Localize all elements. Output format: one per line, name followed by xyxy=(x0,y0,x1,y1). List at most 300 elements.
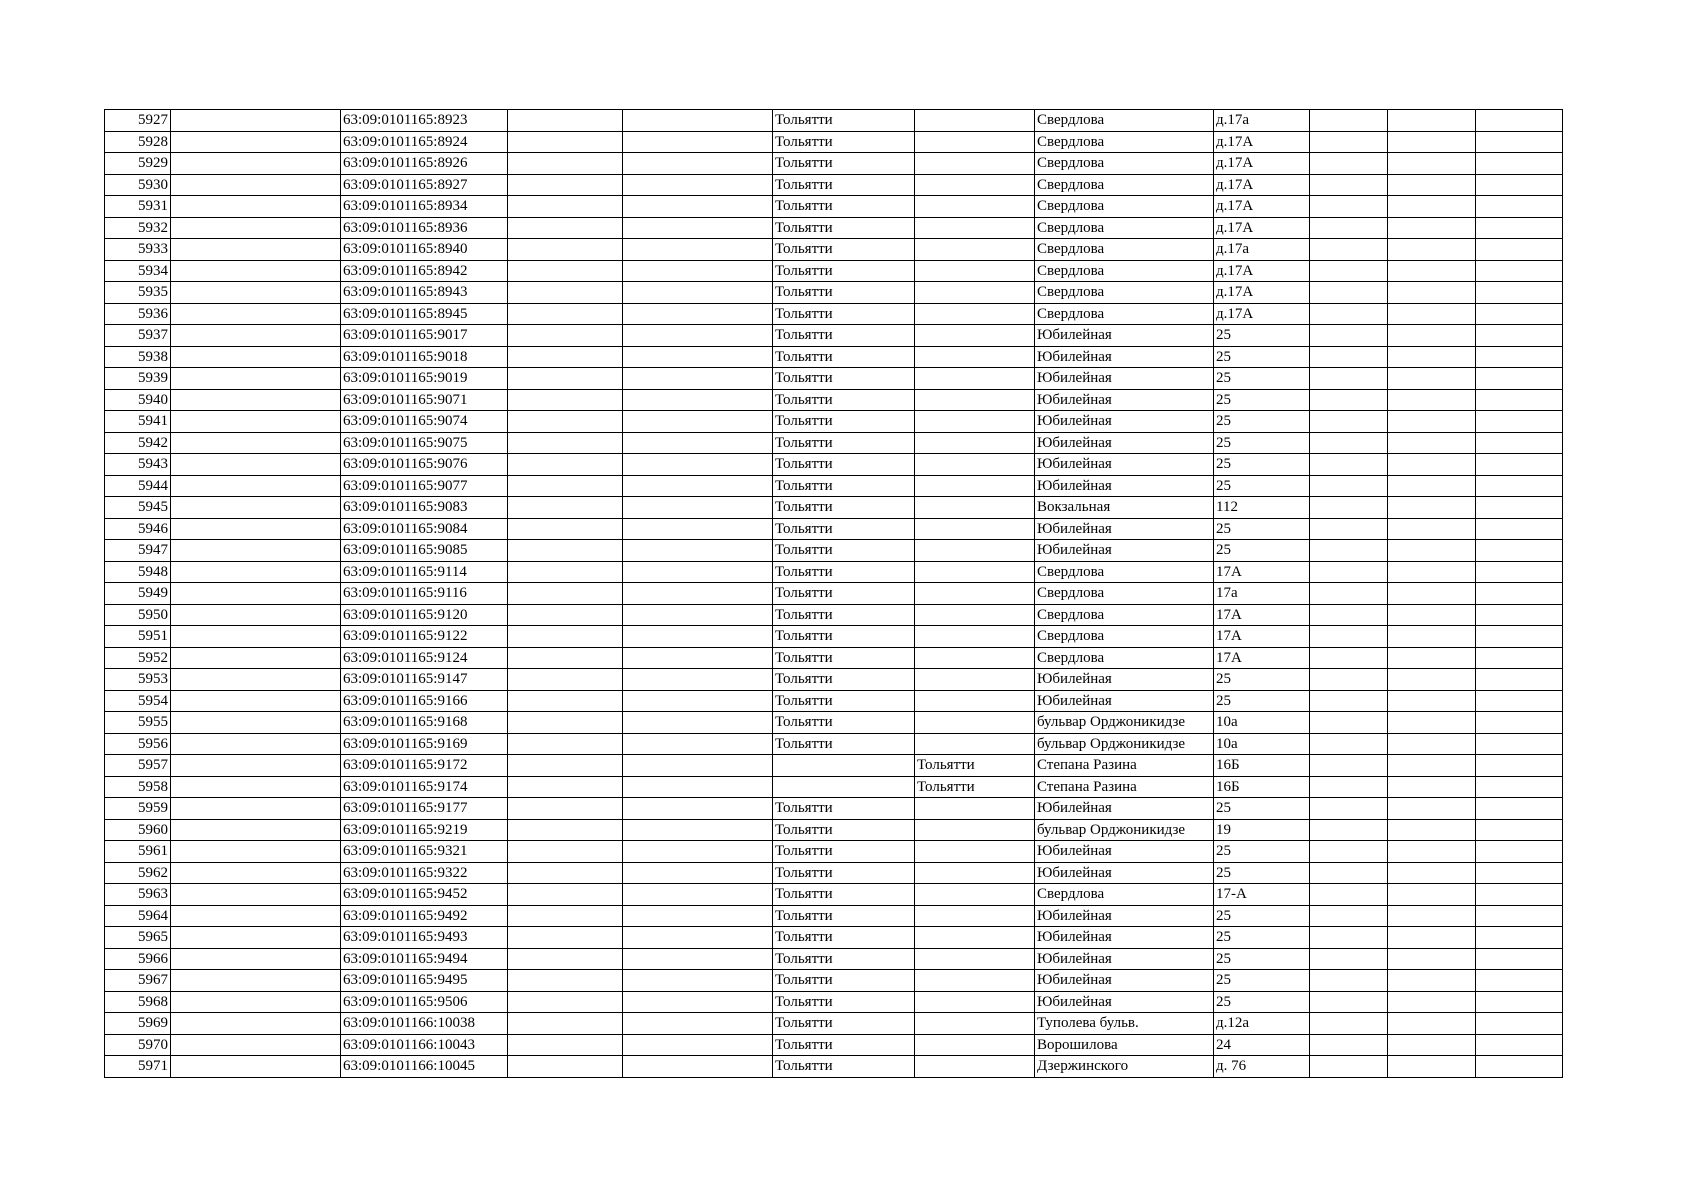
empty-cell xyxy=(1476,561,1563,583)
table-row xyxy=(105,454,1563,476)
street-cell: Юбилейная xyxy=(1035,346,1214,368)
empty-cell xyxy=(1476,862,1563,884)
row-number-cell: 5961 xyxy=(105,841,171,863)
house-cell: 25 xyxy=(1214,389,1310,411)
empty-cell xyxy=(1476,153,1563,175)
settlement-cell: Тольятти xyxy=(915,776,1035,798)
house-cell: 25 xyxy=(1214,669,1310,691)
settlement-cell xyxy=(915,1034,1035,1056)
empty-cell xyxy=(1310,454,1388,476)
row-number-cell: 5957 xyxy=(105,755,171,777)
city-cell: Тольятти xyxy=(773,196,915,218)
settlement-cell xyxy=(915,411,1035,433)
empty-cell xyxy=(1310,110,1388,132)
street-cell: Степана Разина xyxy=(1035,755,1214,777)
empty-cell xyxy=(508,604,623,626)
empty-cell xyxy=(1476,905,1563,927)
city-cell: Тольятти xyxy=(773,905,915,927)
table-row xyxy=(105,368,1563,390)
house-cell: 25 xyxy=(1214,991,1310,1013)
settlement-cell xyxy=(915,239,1035,261)
empty-cell xyxy=(508,712,623,734)
empty-cell xyxy=(171,1056,341,1078)
table-row xyxy=(105,1034,1563,1056)
row-number-cell: 5936 xyxy=(105,303,171,325)
empty-cell xyxy=(1476,970,1563,992)
row-number-cell: 5952 xyxy=(105,647,171,669)
empty-cell xyxy=(1388,841,1476,863)
row-number-cell: 5930 xyxy=(105,174,171,196)
row-number-cell: 5935 xyxy=(105,282,171,304)
empty-cell xyxy=(1388,690,1476,712)
empty-cell xyxy=(1388,411,1476,433)
empty-cell xyxy=(1310,798,1388,820)
empty-cell xyxy=(1310,905,1388,927)
house-cell: д.17А xyxy=(1214,282,1310,304)
city-cell: Тольятти xyxy=(773,819,915,841)
empty-cell xyxy=(1388,217,1476,239)
street-cell: Юбилейная xyxy=(1035,991,1214,1013)
empty-cell xyxy=(1476,991,1563,1013)
house-cell: 25 xyxy=(1214,948,1310,970)
city-cell: Тольятти xyxy=(773,368,915,390)
city-cell: Тольятти xyxy=(773,690,915,712)
settlement-cell xyxy=(915,819,1035,841)
city-cell: Тольятти xyxy=(773,239,915,261)
empty-cell xyxy=(623,475,773,497)
empty-cell xyxy=(171,110,341,132)
empty-cell xyxy=(1310,1056,1388,1078)
city-cell: Тольятти xyxy=(773,346,915,368)
empty-cell xyxy=(508,518,623,540)
empty-cell xyxy=(623,626,773,648)
empty-cell xyxy=(623,884,773,906)
empty-cell xyxy=(1476,282,1563,304)
empty-cell xyxy=(508,260,623,282)
street-cell: Свердлова xyxy=(1035,260,1214,282)
table-row xyxy=(105,712,1563,734)
empty-cell xyxy=(508,497,623,519)
empty-cell xyxy=(1388,583,1476,605)
table-row xyxy=(105,475,1563,497)
empty-cell xyxy=(1310,325,1388,347)
city-cell: Тольятти xyxy=(773,561,915,583)
street-cell: Юбилейная xyxy=(1035,432,1214,454)
table-row xyxy=(105,432,1563,454)
empty-cell xyxy=(1310,884,1388,906)
empty-cell xyxy=(1476,260,1563,282)
empty-cell xyxy=(1476,389,1563,411)
street-cell: Юбилейная xyxy=(1035,454,1214,476)
table-row xyxy=(105,239,1563,261)
empty-cell xyxy=(171,905,341,927)
empty-cell xyxy=(1310,260,1388,282)
empty-cell xyxy=(1310,776,1388,798)
table-row xyxy=(105,862,1563,884)
cadastral-number-cell: 63:09:0101165:9321 xyxy=(341,841,508,863)
empty-cell xyxy=(1388,389,1476,411)
empty-cell xyxy=(171,948,341,970)
empty-cell xyxy=(508,153,623,175)
street-cell: Степана Разина xyxy=(1035,776,1214,798)
cadastral-number-cell: 63:09:0101165:9168 xyxy=(341,712,508,734)
house-cell: д.17А xyxy=(1214,260,1310,282)
settlement-cell xyxy=(915,583,1035,605)
house-cell: д.17А xyxy=(1214,303,1310,325)
table-row xyxy=(105,110,1563,132)
house-cell: 25 xyxy=(1214,905,1310,927)
settlement-cell xyxy=(915,454,1035,476)
table-row xyxy=(105,776,1563,798)
settlement-cell xyxy=(915,647,1035,669)
empty-cell xyxy=(1310,239,1388,261)
empty-cell xyxy=(1310,131,1388,153)
empty-cell xyxy=(1310,497,1388,519)
table-row xyxy=(105,260,1563,282)
house-cell: 16Б xyxy=(1214,755,1310,777)
settlement-cell xyxy=(915,497,1035,519)
row-number-cell: 5928 xyxy=(105,131,171,153)
settlement-cell xyxy=(915,712,1035,734)
city-cell: Тольятти xyxy=(773,798,915,820)
empty-cell xyxy=(1388,153,1476,175)
city-cell: Тольятти xyxy=(773,518,915,540)
empty-cell xyxy=(623,604,773,626)
cadastral-number-cell: 63:09:0101165:8924 xyxy=(341,131,508,153)
empty-cell xyxy=(508,669,623,691)
empty-cell xyxy=(171,841,341,863)
empty-cell xyxy=(171,626,341,648)
empty-cell xyxy=(1310,862,1388,884)
empty-cell xyxy=(1388,561,1476,583)
row-number-cell: 5965 xyxy=(105,927,171,949)
cadastral-number-cell: 63:09:0101165:9322 xyxy=(341,862,508,884)
empty-cell xyxy=(1476,411,1563,433)
empty-cell xyxy=(623,561,773,583)
row-number-cell: 5929 xyxy=(105,153,171,175)
empty-cell xyxy=(171,346,341,368)
empty-cell xyxy=(1476,712,1563,734)
empty-cell xyxy=(1476,196,1563,218)
street-cell: Свердлова xyxy=(1035,110,1214,132)
cadastral-number-cell: 63:09:0101165:8934 xyxy=(341,196,508,218)
row-number-cell: 5950 xyxy=(105,604,171,626)
empty-cell xyxy=(1476,798,1563,820)
empty-cell xyxy=(1476,884,1563,906)
settlement-cell xyxy=(915,669,1035,691)
empty-cell xyxy=(1310,411,1388,433)
settlement-cell xyxy=(915,475,1035,497)
empty-cell xyxy=(623,260,773,282)
empty-cell xyxy=(171,497,341,519)
empty-cell xyxy=(1476,647,1563,669)
empty-cell xyxy=(1310,475,1388,497)
row-number-cell: 5954 xyxy=(105,690,171,712)
city-cell xyxy=(773,776,915,798)
street-cell: Свердлова xyxy=(1035,626,1214,648)
row-number-cell: 5953 xyxy=(105,669,171,691)
empty-cell xyxy=(508,991,623,1013)
empty-cell xyxy=(171,518,341,540)
empty-cell xyxy=(508,970,623,992)
empty-cell xyxy=(171,884,341,906)
street-cell: Юбилейная xyxy=(1035,411,1214,433)
empty-cell xyxy=(171,196,341,218)
city-cell: Тольятти xyxy=(773,454,915,476)
empty-cell xyxy=(1388,325,1476,347)
settlement-cell xyxy=(915,604,1035,626)
empty-cell xyxy=(623,690,773,712)
cadastral-number-cell: 63:09:0101165:8927 xyxy=(341,174,508,196)
empty-cell xyxy=(1310,432,1388,454)
empty-cell xyxy=(1476,174,1563,196)
settlement-cell xyxy=(915,174,1035,196)
settlement-cell xyxy=(915,518,1035,540)
house-cell: д.17А xyxy=(1214,131,1310,153)
empty-cell xyxy=(171,411,341,433)
cadastral-number-cell: 63:09:0101165:9071 xyxy=(341,389,508,411)
empty-cell xyxy=(1476,669,1563,691)
settlement-cell xyxy=(915,131,1035,153)
street-cell: Свердлова xyxy=(1035,217,1214,239)
empty-cell xyxy=(623,368,773,390)
empty-cell xyxy=(1476,239,1563,261)
empty-cell xyxy=(1310,1034,1388,1056)
empty-cell xyxy=(1388,346,1476,368)
empty-cell xyxy=(1476,755,1563,777)
empty-cell xyxy=(623,841,773,863)
house-cell: д. 76 xyxy=(1214,1056,1310,1078)
empty-cell xyxy=(171,776,341,798)
empty-cell xyxy=(1310,153,1388,175)
empty-cell xyxy=(508,239,623,261)
house-cell: 17а xyxy=(1214,583,1310,605)
settlement-cell xyxy=(915,948,1035,970)
cadastral-number-cell: 63:09:0101165:8940 xyxy=(341,239,508,261)
empty-cell xyxy=(171,819,341,841)
settlement-cell xyxy=(915,841,1035,863)
settlement-cell xyxy=(915,303,1035,325)
empty-cell xyxy=(1476,927,1563,949)
row-number-cell: 5932 xyxy=(105,217,171,239)
empty-cell xyxy=(1476,110,1563,132)
empty-cell xyxy=(508,389,623,411)
street-cell: Свердлова xyxy=(1035,303,1214,325)
row-number-cell: 5943 xyxy=(105,454,171,476)
cadastral-number-cell: 63:09:0101166:10045 xyxy=(341,1056,508,1078)
empty-cell xyxy=(623,497,773,519)
empty-cell xyxy=(1476,819,1563,841)
house-cell: 25 xyxy=(1214,411,1310,433)
empty-cell xyxy=(171,303,341,325)
empty-cell xyxy=(1310,282,1388,304)
cadastral-number-cell: 63:09:0101165:8942 xyxy=(341,260,508,282)
empty-cell xyxy=(623,948,773,970)
empty-cell xyxy=(1476,497,1563,519)
house-cell: 25 xyxy=(1214,475,1310,497)
row-number-cell: 5947 xyxy=(105,540,171,562)
city-cell: Тольятти xyxy=(773,604,915,626)
empty-cell xyxy=(1476,432,1563,454)
empty-cell xyxy=(508,776,623,798)
cadastral-number-cell: 63:09:0101165:9166 xyxy=(341,690,508,712)
empty-cell xyxy=(1310,669,1388,691)
empty-cell xyxy=(1310,841,1388,863)
street-cell: Свердлова xyxy=(1035,196,1214,218)
house-cell: 17А xyxy=(1214,647,1310,669)
settlement-cell xyxy=(915,884,1035,906)
table-row xyxy=(105,153,1563,175)
row-number-cell: 5951 xyxy=(105,626,171,648)
street-cell: Свердлова xyxy=(1035,561,1214,583)
row-number-cell: 5939 xyxy=(105,368,171,390)
empty-cell xyxy=(171,368,341,390)
row-number-cell: 5934 xyxy=(105,260,171,282)
row-number-cell: 5956 xyxy=(105,733,171,755)
empty-cell xyxy=(508,755,623,777)
street-cell: Юбилейная xyxy=(1035,905,1214,927)
empty-cell xyxy=(1388,260,1476,282)
street-cell: Юбилейная xyxy=(1035,798,1214,820)
cadastral-number-cell: 63:09:0101165:9506 xyxy=(341,991,508,1013)
settlement-cell xyxy=(915,1056,1035,1078)
row-number-cell: 5968 xyxy=(105,991,171,1013)
empty-cell xyxy=(1388,733,1476,755)
city-cell: Тольятти xyxy=(773,841,915,863)
settlement-cell xyxy=(915,217,1035,239)
table-row xyxy=(105,604,1563,626)
empty-cell xyxy=(1388,239,1476,261)
cadastral-number-cell: 63:09:0101165:9169 xyxy=(341,733,508,755)
street-cell: Юбилейная xyxy=(1035,841,1214,863)
row-number-cell: 5946 xyxy=(105,518,171,540)
empty-cell xyxy=(1388,970,1476,992)
table-row xyxy=(105,626,1563,648)
empty-cell xyxy=(1476,454,1563,476)
empty-cell xyxy=(1388,884,1476,906)
empty-cell xyxy=(623,411,773,433)
row-number-cell: 5970 xyxy=(105,1034,171,1056)
row-number-cell: 5945 xyxy=(105,497,171,519)
empty-cell xyxy=(1388,776,1476,798)
row-number-cell: 5963 xyxy=(105,884,171,906)
empty-cell xyxy=(171,755,341,777)
cadastral-number-cell: 63:09:0101165:9493 xyxy=(341,927,508,949)
settlement-cell xyxy=(915,153,1035,175)
settlement-cell xyxy=(915,540,1035,562)
empty-cell xyxy=(508,561,623,583)
empty-cell xyxy=(1388,475,1476,497)
cadastral-number-cell: 63:09:0101165:8923 xyxy=(341,110,508,132)
table-row xyxy=(105,411,1563,433)
empty-cell xyxy=(623,776,773,798)
empty-cell xyxy=(623,217,773,239)
row-number-cell: 5937 xyxy=(105,325,171,347)
street-cell: Вокзальная xyxy=(1035,497,1214,519)
street-cell: Юбилейная xyxy=(1035,690,1214,712)
city-cell: Тольятти xyxy=(773,733,915,755)
settlement-cell xyxy=(915,905,1035,927)
empty-cell xyxy=(1388,196,1476,218)
city-cell: Тольятти xyxy=(773,583,915,605)
empty-cell xyxy=(171,970,341,992)
empty-cell xyxy=(508,110,623,132)
empty-cell xyxy=(171,604,341,626)
city-cell: Тольятти xyxy=(773,884,915,906)
row-number-cell: 5962 xyxy=(105,862,171,884)
settlement-cell xyxy=(915,690,1035,712)
city-cell: Тольятти xyxy=(773,1034,915,1056)
empty-cell xyxy=(1388,862,1476,884)
house-cell: 25 xyxy=(1214,346,1310,368)
house-cell: д.17а xyxy=(1214,239,1310,261)
empty-cell xyxy=(1388,798,1476,820)
row-number-cell: 5933 xyxy=(105,239,171,261)
empty-cell xyxy=(508,196,623,218)
empty-cell xyxy=(1388,432,1476,454)
empty-cell xyxy=(508,819,623,841)
table-row xyxy=(105,346,1563,368)
empty-cell xyxy=(171,282,341,304)
cadastral-number-cell: 63:09:0101165:9074 xyxy=(341,411,508,433)
cadastral-number-cell: 63:09:0101165:9084 xyxy=(341,518,508,540)
empty-cell xyxy=(1476,518,1563,540)
row-number-cell: 5949 xyxy=(105,583,171,605)
empty-cell xyxy=(171,131,341,153)
empty-cell xyxy=(508,217,623,239)
cadastral-number-cell: 63:09:0101165:9017 xyxy=(341,325,508,347)
house-cell: 25 xyxy=(1214,368,1310,390)
city-cell: Тольятти xyxy=(773,1056,915,1078)
street-cell: Юбилейная xyxy=(1035,389,1214,411)
house-cell: 17А xyxy=(1214,604,1310,626)
cadastral-number-cell: 63:09:0101165:9077 xyxy=(341,475,508,497)
table-row xyxy=(105,540,1563,562)
empty-cell xyxy=(623,346,773,368)
city-cell xyxy=(773,755,915,777)
street-cell: Свердлова xyxy=(1035,174,1214,196)
cadastral-number-cell: 63:09:0101165:9083 xyxy=(341,497,508,519)
empty-cell xyxy=(171,583,341,605)
empty-cell xyxy=(508,475,623,497)
empty-cell xyxy=(623,1013,773,1035)
house-cell: 10а xyxy=(1214,733,1310,755)
empty-cell xyxy=(1476,1056,1563,1078)
empty-cell xyxy=(1310,927,1388,949)
city-cell: Тольятти xyxy=(773,626,915,648)
empty-cell xyxy=(1388,454,1476,476)
street-cell: Свердлова xyxy=(1035,282,1214,304)
empty-cell xyxy=(508,647,623,669)
empty-cell xyxy=(171,733,341,755)
table-row xyxy=(105,131,1563,153)
row-number-cell: 5931 xyxy=(105,196,171,218)
street-cell: Юбилейная xyxy=(1035,518,1214,540)
street-cell: Свердлова xyxy=(1035,153,1214,175)
empty-cell xyxy=(1310,561,1388,583)
empty-cell xyxy=(171,561,341,583)
empty-cell xyxy=(1388,927,1476,949)
cadastral-number-cell: 63:09:0101165:9492 xyxy=(341,905,508,927)
empty-cell xyxy=(171,260,341,282)
empty-cell xyxy=(171,647,341,669)
table-row xyxy=(105,389,1563,411)
empty-cell xyxy=(623,819,773,841)
settlement-cell xyxy=(915,991,1035,1013)
table-row xyxy=(105,303,1563,325)
street-cell: бульвар Орджоникидзе xyxy=(1035,733,1214,755)
empty-cell xyxy=(508,325,623,347)
